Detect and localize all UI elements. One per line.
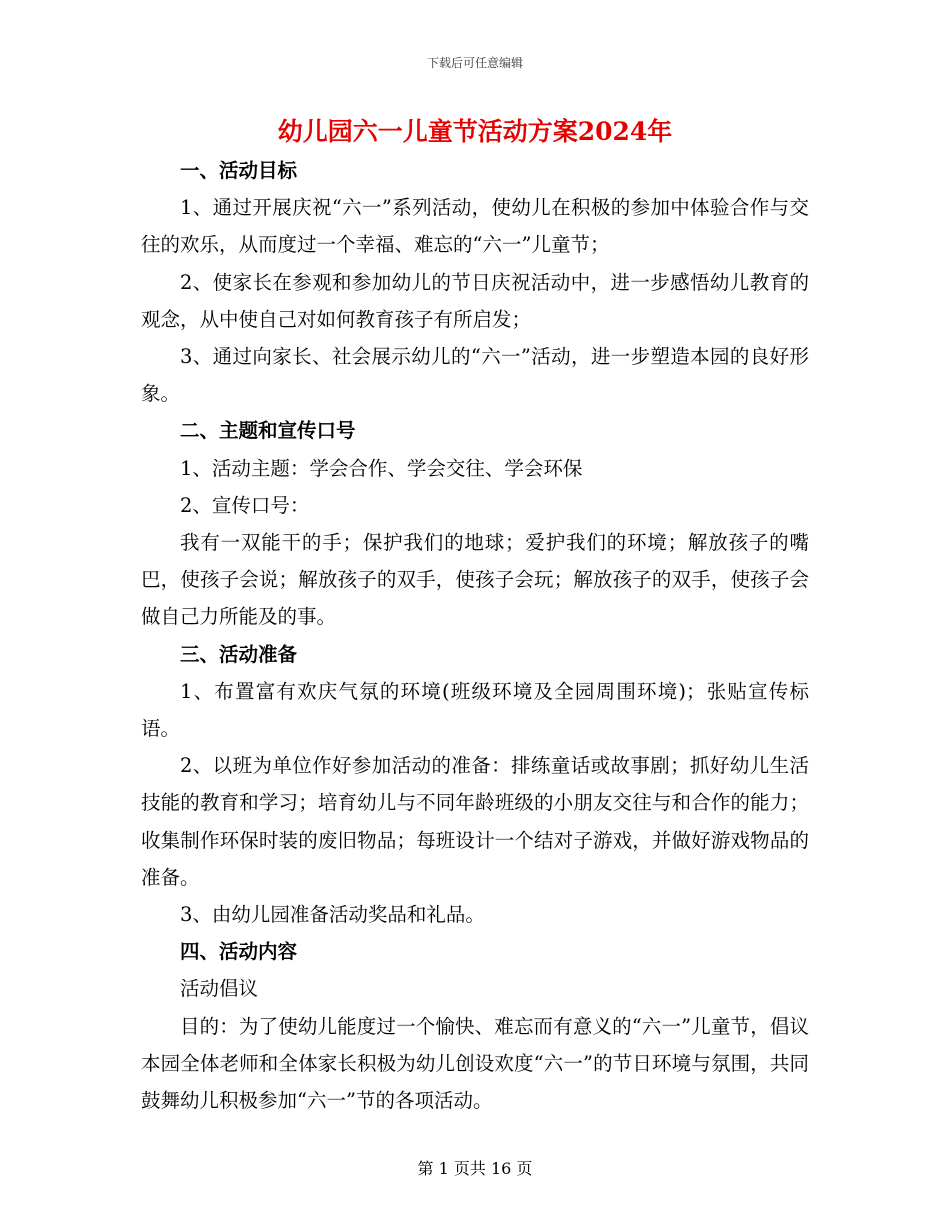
body-paragraph: 1、活动主题：学会合作、学会交往、学会环保 [180,456,583,480]
section-heading: 三、活动准备 [180,642,298,666]
body-paragraph: 2、使家长在参观和参加幼儿的节日庆祝活动中，进一步感悟幼儿教育的观念，从中使自己对如何教育孩子有所启发； [141,270,809,331]
body-paragraph: 2、以班为单位作好参加活动的准备：排练童话或故事剧；抓好幼儿生活技能的教育和学习；培育幼儿与不同年龄班级的小朋友交往与和合作的能力；收集制作环保时装的废旧物品；每班设计一个结对子游戏，并做好游戏物品的准备。 [141,754,809,889]
document-body [141,152,809,1119]
page-header-note: 下载后可任意编辑 [426,56,523,70]
page-number-footer: 第 1 页共 16 页 [417,1159,533,1178]
body-paragraph: 3、由幼儿园准备活动奖品和礼品。 [180,903,485,927]
body-paragraph: 3、通过向家长、社会展示幼儿的“六一”活动，进一步塑造本园的良好形象。 [141,345,809,406]
body-paragraph: 1、通过开展庆祝“六一”系列活动，使幼儿在积极的参加中体验合作与交往的欢乐，从而度过一个幸福、难忘的“六一”儿童节； [141,196,809,257]
body-paragraph: 活动倡议 [180,977,259,1001]
section-heading: 四、活动内容 [180,940,298,964]
body-paragraph: 目的：为了使幼儿能度过一个愉快、难忘而有意义的“六一”儿童节，倡议本园全体老师和全体家长积极为幼儿创设欢度“六一”的节日环境与氛围，共同鼓舞幼儿积极参加“六一”节的各项活动。 [141,1014,809,1113]
body-paragraph: 1、布置富有欢庆气氛的环境(班级环境及全园周围环境)；张贴宣传标语。 [141,679,809,741]
body-paragraph: 2、宣传口号： [180,493,310,517]
document-title: 幼儿园六一儿童节活动方案2024年 [277,117,673,146]
body-paragraph: 我有一双能干的手；保护我们的地球；爱护我们的环境；解放孩子的嘴巴，使孩子会说；解放孩子的双手，使孩子会玩；解放孩子的双手，使孩子会做自己力所能及的事。 [141,531,809,629]
section-heading: 二、主题和宣传口号 [180,419,356,443]
section-heading: 一、活动目标 [180,159,298,182]
